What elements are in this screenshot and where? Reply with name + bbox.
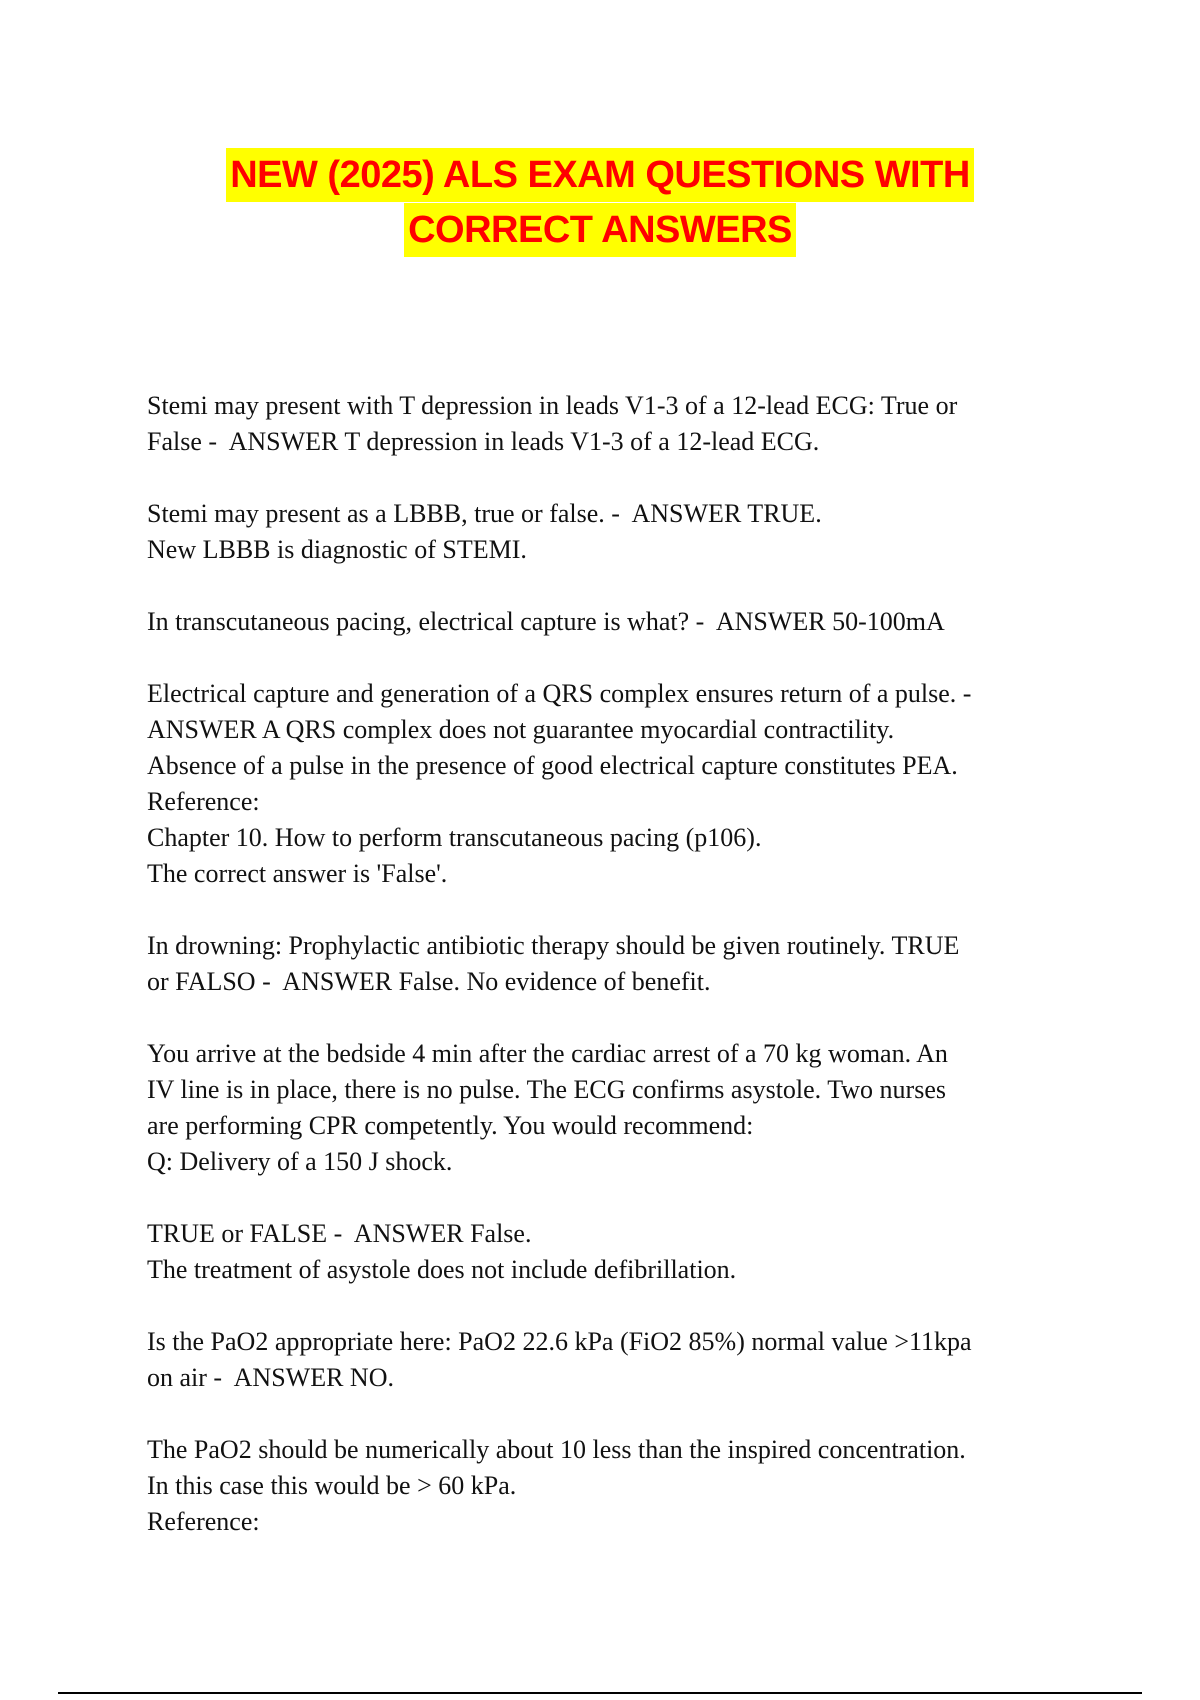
text-line: Reference: bbox=[147, 787, 260, 816]
title-line-1: NEW (2025) ALS EXAM QUESTIONS WITH bbox=[226, 148, 974, 202]
text-line: In this case this would be > 60 kPa. bbox=[147, 1471, 517, 1500]
document-title bbox=[0, 148, 1200, 258]
text-line: The treatment of asystole does not include defibrillation. bbox=[147, 1255, 737, 1284]
qa-block-6 bbox=[147, 1036, 1077, 1180]
text-line: Absence of a pulse in the presence of good electrical capture constitutes PEA. bbox=[147, 751, 958, 780]
text-line: are performing CPR competently. You would recommend: bbox=[147, 1111, 754, 1140]
text-line: ANSWER A QRS complex does not guarantee myocardial contractility. bbox=[147, 715, 895, 744]
text-line: You arrive at the bedside 4 min after the cardiac arrest of a 70 kg woman. An bbox=[147, 1039, 948, 1068]
qa-block-7 bbox=[147, 1216, 1077, 1288]
text-line: or FALSO - ANSWER False. No evidence of benefit. bbox=[147, 967, 711, 996]
text-line: TRUE or FALSE - ANSWER False. bbox=[147, 1219, 532, 1248]
text-line: Chapter 10. How to perform transcutaneous pacing (p106). bbox=[147, 823, 762, 852]
text-line: In transcutaneous pacing, electrical capture is what? - ANSWER 50-100mA bbox=[147, 607, 945, 636]
text-line: In drowning: Prophylactic antibiotic therapy should be given routinely. TRUE bbox=[147, 931, 960, 960]
qa-content bbox=[147, 388, 1077, 1576]
qa-block-4 bbox=[147, 676, 1077, 892]
qa-block-1 bbox=[147, 388, 1077, 460]
text-line: False - ANSWER T depression in leads V1-3 of a 12-lead ECG. bbox=[147, 427, 820, 456]
text-line: The PaO2 should be numerically about 10 less than the inspired concentration. bbox=[147, 1435, 966, 1464]
text-line: Is the PaO2 appropriate here: PaO2 22.6 kPa (FiO2 85%) normal value >11kpa bbox=[147, 1327, 972, 1356]
title-line-2: CORRECT ANSWERS bbox=[404, 203, 796, 257]
text-line: IV line is in place, there is no pulse. The ECG confirms asystole. Two nurses bbox=[147, 1075, 946, 1104]
text-line: Stemi may present with T depression in leads V1-3 of a 12-lead ECG: True or bbox=[147, 391, 958, 420]
qa-block-3 bbox=[147, 604, 1077, 640]
qa-block-8 bbox=[147, 1324, 1077, 1396]
text-line: on air - ANSWER NO. bbox=[147, 1363, 394, 1392]
text-line: Reference: bbox=[147, 1507, 260, 1536]
footer-divider bbox=[58, 1692, 1142, 1694]
qa-block-5 bbox=[147, 928, 1077, 1000]
text-line: The correct answer is 'False'. bbox=[147, 859, 448, 888]
text-line: New LBBB is diagnostic of STEMI. bbox=[147, 535, 527, 564]
text-line: Stemi may present as a LBBB, true or false. - ANSWER TRUE. bbox=[147, 499, 822, 528]
qa-block-2 bbox=[147, 496, 1077, 568]
qa-block-9 bbox=[147, 1432, 1077, 1540]
text-line: Q: Delivery of a 150 J shock. bbox=[147, 1147, 453, 1176]
text-line: Electrical capture and generation of a QRS complex ensures return of a pulse. - bbox=[147, 679, 972, 708]
